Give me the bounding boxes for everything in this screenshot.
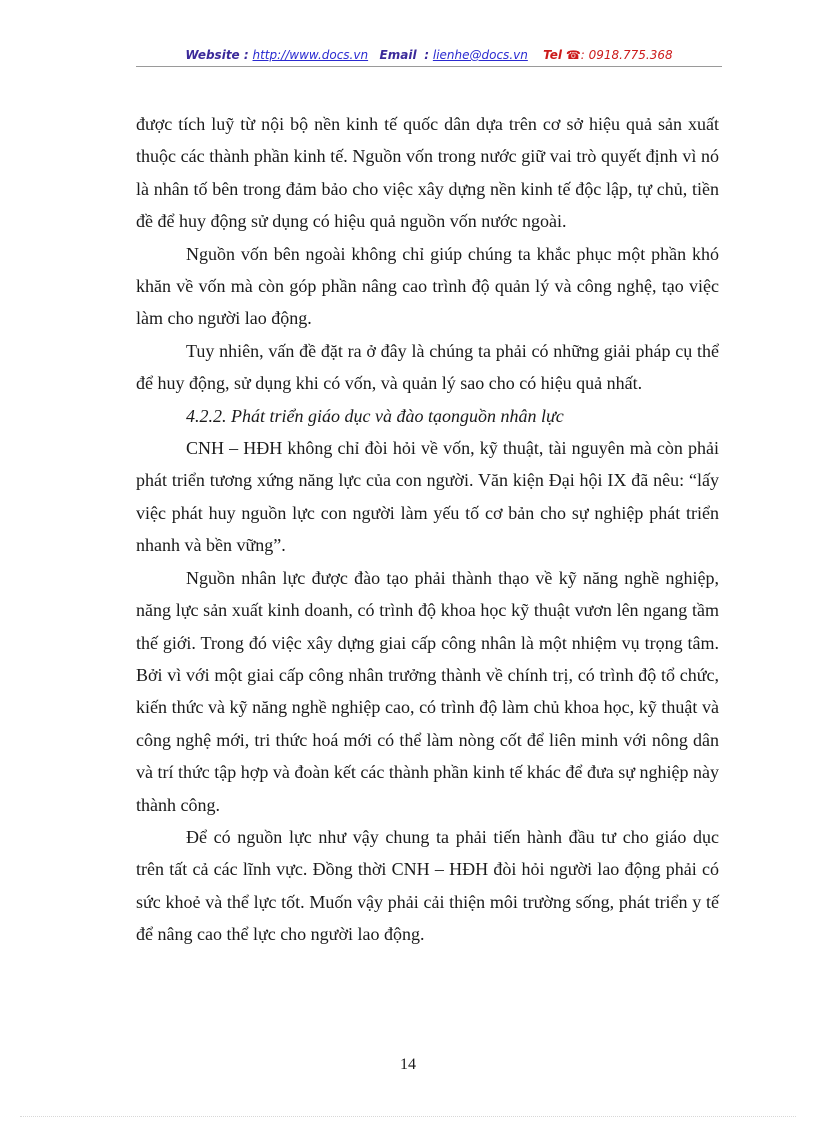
body-paragraph: Nguồn nhân lực được đào tạo phải thành thạo về kỹ năng nghề nghiệp, năng lực sản xuất kinh doanh, có trình độ khoa học kỹ thuật vươn lên ngang tầm thế giới. Trong đó việc xây dựng giai cấp công nhân là một nhiệm vụ trọng tâm. Bởi vì với một giai cấp công nhân trưởng thành về chính trị, có trình độ tổ chức, kiến thức và kỹ năng nghề nghiệp cao, có trình độ làm chủ khoa học, kỹ thuật và công nghệ mới, tri thức hoá mới có thể làm nòng cốt để liên minh với nông dân và trí thức tập hợp và đoàn kết các thành phần kinh tế khác để đưa sự nghiệp này thành công. (136, 567, 719, 815)
page-header (136, 46, 722, 67)
body-paragraph: CNH – HĐH không chỉ đòi hỏi về vốn, kỹ thuật, tài nguyên mà còn phải phát triển tương xứng năng lực của con người. Văn kiện Đại hội IX đã nêu: “lấy việc phát huy nguồn lực con người làm yếu tố cơ bản cho sự nghiệp phát triển nhanh và bền vững”. (136, 438, 719, 556)
email-link[interactable]: lienhe@docs.vn (432, 48, 528, 62)
tel-label: Tel (543, 48, 562, 62)
document-body (136, 108, 719, 951)
phone-icon: ☎ (565, 48, 581, 62)
page-bottom-divider (20, 1116, 796, 1117)
body-paragraph: Để có nguồn lực như vậy chung ta phải tiến hành đầu tư cho giáo dục trên tất cả các lĩnh vực. Đồng thời CNH – HĐH đòi hỏi người lao động phải có sức khoẻ và thể lực tốt. Muốn vậy phải cải thiện môi trường sống, phát triển y tế để nâng cao thể lực cho người lao động. (136, 826, 719, 945)
email-separator: : (424, 48, 430, 62)
body-paragraph: Nguồn vốn bên ngoài không chỉ giúp chúng ta khắc phục một phần khó khăn về vốn mà còn góp phần nâng cao trình độ quản lý và công nghệ, tạo việc làm cho người lao động. (136, 243, 719, 329)
phone-number: : 0918.775.368 (580, 48, 673, 62)
email-label: Email (379, 48, 417, 62)
website-label: Website : (185, 48, 249, 62)
section-heading: 4.2.2. Phát triển giáo dục và đào tạonguồn nhân lực (186, 405, 564, 426)
website-link[interactable]: http://www.docs.vn (252, 48, 369, 62)
body-paragraph: Tuy nhiên, vấn đề đặt ra ở đây là chúng ta phải có những giải pháp cụ thể để huy động, sử dụng khi có vốn, và quản lý sao cho có hiệu quả nhất. (136, 340, 719, 394)
body-paragraph: được tích luỹ từ nội bộ nền kinh tế quốc dân dựa trên cơ sở hiệu quả sản xuất thuộc các thành phần kinh tế. Nguồn vốn trong nước giữ vai trò quyết định vì nó là nhân tố bên trong đảm bảo cho việc xây dựng nền kinh tế độc lập, tự chủ, tiền đề để huy động sử dụng có hiệu quả nguồn vốn nước ngoài. (136, 114, 719, 232)
page-number: 14 (400, 1056, 416, 1073)
